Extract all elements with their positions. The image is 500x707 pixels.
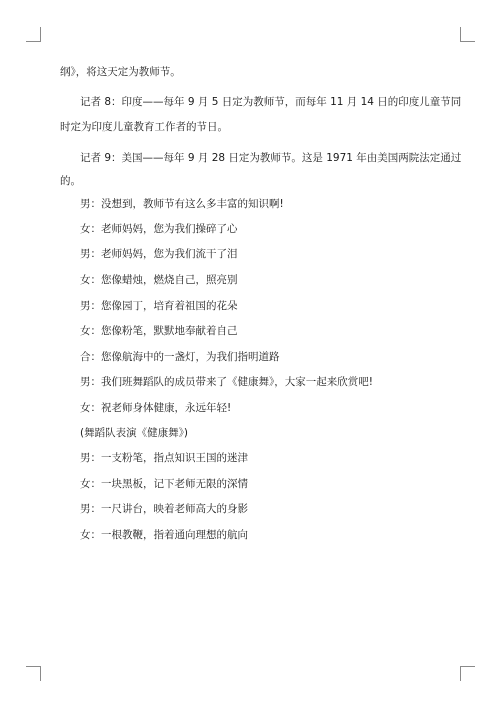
paragraph-line: 纲》，将这天定为教师节。 [60, 66, 181, 78]
dialogue-line: 男：您像园丁，培育着祖国的花朵 [80, 300, 238, 312]
paragraph-line: 记者 9：美国——每年 9 月 28 日定为教师节。这是 1971 年由美国两院法定通过 [80, 152, 462, 164]
crop-mark-bottom-left [26, 666, 41, 681]
crop-mark-bottom-right [460, 666, 475, 681]
paragraph-line: 记者 8：印度——每年 9 月 5 日定为教师节，而每年 11 月 14 日的印度儿童节同 [80, 96, 462, 108]
dialogue-line: 女：您像粉笔，默默地奉献着自己 [80, 325, 238, 337]
dialogue-line: 男：我们班舞蹈队的成员带来了《健康舞》，大家一起来欣赏吧! [80, 376, 373, 388]
dialogue-line: 男：一支粉笔，指点知识王国的迷津 [80, 452, 248, 464]
dialogue-line: 女：您像蜡烛，燃烧自己，照亮别 [80, 274, 238, 286]
paragraph-line: 的。 [60, 175, 81, 187]
dialogue-line: 女：一块黑板，记下老师无限的深情 [80, 478, 248, 490]
dialogue-line: 女：一根教鞭，指着通向理想的航向 [80, 529, 248, 541]
dialogue-line: 合：您像航海中的一盏灯，为我们指明道路 [80, 351, 280, 363]
dialogue-line: 男：一尺讲台，映着老师高大的身影 [80, 503, 248, 515]
dialogue-line: 女：祝老师身体健康，永远年轻! [80, 402, 232, 414]
stage-direction: (舞蹈队表演《健康舞》) [80, 427, 188, 439]
dialogue-line: 男：没想到，教师节有这么多丰富的知识啊! [80, 198, 284, 210]
crop-mark-top-right [460, 27, 475, 42]
crop-mark-top-left [26, 27, 41, 42]
dialogue-line: 女：老师妈妈，您为我们操碎了心 [80, 223, 238, 235]
dialogue-line: 男：老师妈妈，您为我们流干了泪 [80, 248, 238, 260]
paragraph-line: 时定为印度儿童教育工作者的节日。 [60, 121, 228, 133]
